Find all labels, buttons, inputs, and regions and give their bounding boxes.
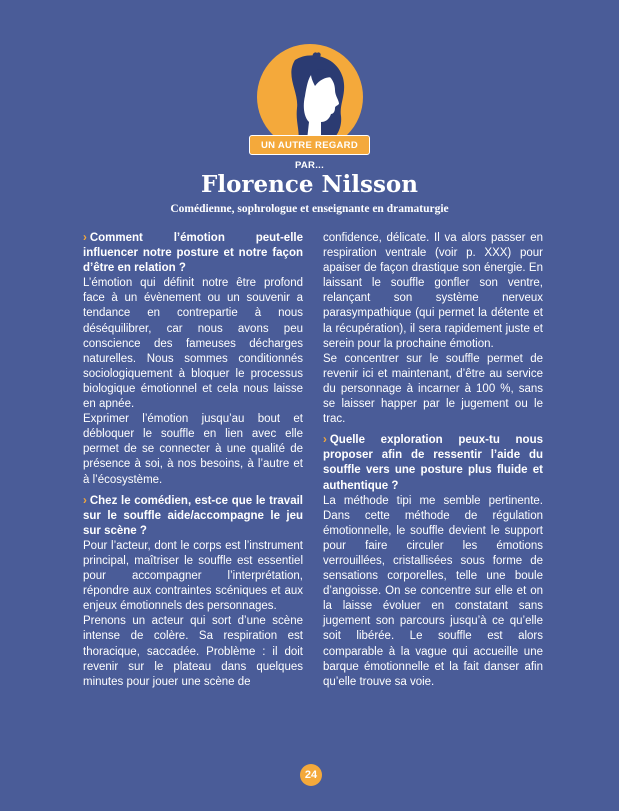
question-heading: [83, 494, 303, 539]
paragraph: Pour l’acteur, dont le corps est l’instrument principal, maîtriser le souffle est essentiel pour accompagner l’interprétation, répondre aux contraintes scéniques et aux enjeux émotionnels des personnages.: [83, 539, 303, 613]
question-heading: [83, 231, 303, 276]
paragraph: confidence, délicate. Il va alors passer en respiration ventrale (voir p. XXX) pour apaiser de façon drastique son énergie. En laissant le souffle gonfler son ventre, relançant son système nerveux parasympathique (qui permet la détente et la récupération), il sera rapidement juste et serein pour la prochaine émotion.: [323, 232, 543, 350]
question-text: Chez le comédien, est-ce que le travail sur le souffle aide/accompagne le jeu sur scène ?: [83, 494, 303, 537]
paragraph: Se concentrer sur le souffle permet de revenir ici et maintenant, d’être au service du personnage à incarner à 100 %, sans se laisser happer par le jugement ou le trac.: [323, 352, 543, 426]
question-text: Comment l’émotion peut-elle influencer notre posture et notre façon d’être en relation ?: [83, 232, 303, 275]
arrow-icon: ›: [83, 494, 87, 507]
author-subtitle: Comédienne, sophrologue et enseignante en dramaturgie: [170, 203, 449, 215]
page-title: Florence Nilsson: [201, 171, 418, 198]
arrow-icon: ›: [323, 434, 327, 447]
section-ribbon: UN AUTRE REGARD PAR...: [249, 135, 370, 155]
paragraph: La méthode tipi me semble pertinente. Dans cette méthode de régulation émotionnelle, le souffle devient le support pour faire circuler les émotions verrouillées, cristallisées sous forme de sensations corporelles, telle une boule d’angoisse. On se concentre sur elle et on la laisse évoluer en constatant sans jugement son parcours jusqu’à ce qu’elle soit libérée. Le souffle est alors comparable à la vague qui accueille une barque émotionnelle et la fait danser afin qu’elle trouve sa voie.: [323, 494, 543, 688]
paragraph: Exprimer l’émotion jusqu’au bout et débloquer le souffle en lien avec elle permet de se connecter à une qualité de présence à soi, à nos besoins, à l’autre et à l’écosystème.: [83, 413, 303, 486]
paragraph: L’émotion qui définit notre être profond face à un évènement ou un souvenir a tendance en contrepartie à nous déséquilibrer, car nous avons peu conscience des fameuses décharges naturelles. Nous sommes conditionnés sociologiquement à bloquer le processus biologique émotionnel et cela nous laisse en apnée.: [83, 277, 303, 411]
question-heading: [323, 433, 543, 493]
page-number: 24: [300, 764, 322, 786]
arrow-icon: ›: [83, 232, 87, 244]
question-text: Quelle exploration peux-tu nous proposer afin de ressentir l’aide du souffle vers une posture plus fluide et authentique ?: [323, 434, 543, 492]
paragraph: Prenons un acteur qui sort d’une scène intense de colère. Sa respiration est thoracique, saccadée. Problème : il doit revenir sur le plateau dans quelques minutes pour jouer une scène de: [83, 615, 303, 688]
column-left: [83, 231, 303, 690]
column-right: [323, 231, 543, 690]
